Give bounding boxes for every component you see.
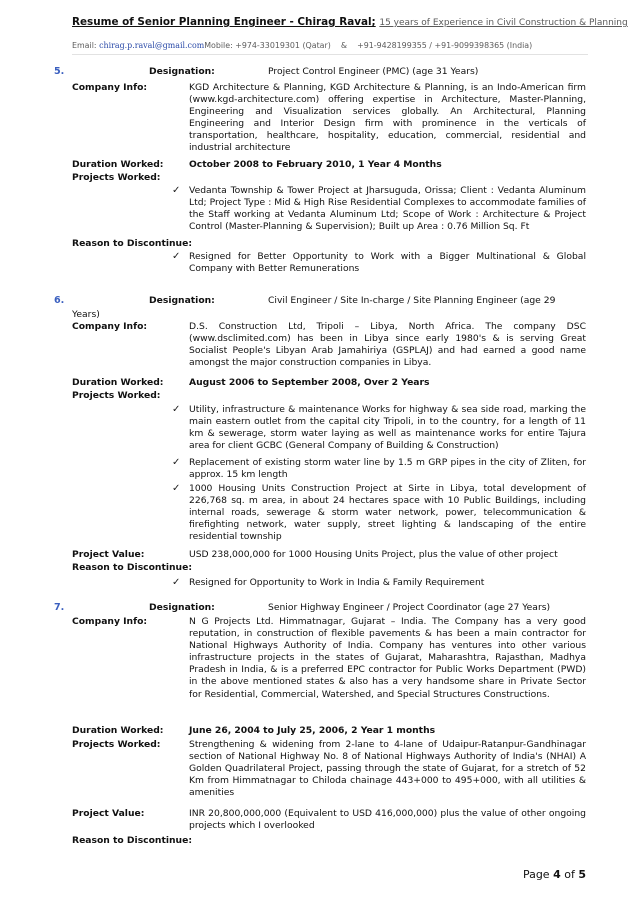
- checkmark-icon: ✓: [172, 457, 181, 468]
- project-text: 1000 Housing Units Construction Project at Sirte in Libya, total development of 226,768 sq. m area, in about 24 hectares space with 10 Public Buildings, including internal roads, sewerage & storm water network, power, telecommunication & firefighting network, water supply, street lighting & landscaping of the entire residential township: [189, 483, 586, 543]
- checkmark-icon: ✓: [172, 577, 181, 588]
- designation-label: Designation:: [149, 295, 215, 306]
- duration-label: Duration Worked:: [72, 725, 164, 736]
- of-word: of: [564, 868, 575, 881]
- page-total: 5: [578, 868, 586, 881]
- ampersand: &: [340, 41, 348, 50]
- header-subtitle: 15 years of Experience in Civil Construction & Planning: [379, 18, 628, 28]
- reason-text: Resigned for Opportunity to Work in India & Family Requirement: [189, 577, 485, 588]
- company-label: Company Info:: [72, 321, 148, 332]
- header-title: Resume of Senior Planning Engineer - Chirag Raval;: [72, 16, 376, 28]
- reason-label: Reason to Discontinue:: [72, 238, 192, 249]
- checkmark-icon: ✓: [172, 251, 181, 262]
- section-number: 7.: [54, 602, 65, 613]
- designation-label: Designation:: [149, 66, 215, 77]
- project-text: Vedanta Township & Tower Project at Jharsuguda, Orissa; Client : Vedanta Aluminum Ltd; Project Type : Mid & High Rise Residential Complexes to accommodate families of the Staff working at Vedanta Aluminum Ltd; Scope of Work : Architecture & Project Control (Master-Planning & Supervision); Built up Area : 0.76 Million Sq. Ft: [189, 185, 586, 233]
- checkmark-icon: ✓: [172, 185, 181, 196]
- duration-value: August 2006 to September 2008, Over 2 Years: [189, 377, 430, 388]
- company-value: N G Projects Ltd. Himmatnagar, Gujarat – India. The Company has a very good reputation, in construction of flexible pavements & has been a main contractor for National Highways Authority of India. Company has ventures into other various infrastructure projects in the states of Gujarat, Maharashtra, Rajasthan, Madhya Pradesh in India, & is a preferred EPC contractor for Public Works Department (PWD) in the above mentioned states & also has a very handsome share in Private Sector for Residential, Commercial, Watershed, and Special Structures Constructions.: [189, 616, 586, 700]
- mobile-india: +91-9428199355 / +91-9099398365 (India): [357, 41, 533, 50]
- designation-label: Designation:: [149, 602, 215, 613]
- value-value: INR 20,800,000,000 (Equivalent to USD 416,000,000) plus the value of other ongoing projects which I overlooked: [189, 808, 586, 832]
- page-footer: [523, 869, 586, 881]
- header-divider: [72, 54, 588, 55]
- designation-value-wrap: Years): [72, 309, 100, 320]
- projects-label: Projects Worked:: [72, 739, 161, 750]
- duration-value: October 2008 to February 2010, 1 Year 4 Months: [189, 159, 442, 170]
- company-label: Company Info:: [72, 82, 148, 93]
- project-text: Replacement of existing storm water line by 1.5 m GRP pipes in the city of Zliten, for approx. 15 km length: [189, 457, 586, 481]
- resume-header-title: [72, 16, 628, 29]
- designation-value: Civil Engineer / Site In-charge / Site Planning Engineer (age 29: [268, 295, 556, 306]
- duration-label: Duration Worked:: [72, 377, 164, 388]
- value-value: USD 238,000,000 for 1000 Housing Units Project, plus the value of other project: [189, 549, 558, 560]
- company-value: KGD Architecture & Planning, KGD Architecture & Planning, is an Indo-American firm (www.kgd-architecture.com) offering expertise in Architecture, Master-Planning, Engineering and Visualization services globally. An Architectural, Planning Engineering and Interior Design firm with prominence in the verticals of transportation, healthcare, hospitality, education, commercial, residential and industrial architecture: [189, 82, 586, 154]
- page-number: 4: [553, 868, 561, 881]
- page-word: Page: [522, 868, 550, 881]
- checkmark-icon: ✓: [172, 483, 181, 494]
- reason-label: Reason to Discontinue:: [72, 835, 192, 846]
- reason-text: Resigned for Better Opportunity to Work with a Bigger Multinational & Global Company with Better Remunerations: [189, 251, 586, 275]
- duration-value: June 26, 2004 to July 25, 2006, 2 Year 1 months: [189, 725, 436, 736]
- project-text: Utility, infrastructure & maintenance Works for highway & sea side road, marking the main eastern outlet from the capital city Tripoli, in to the country, for a length of 11 km & sewerage, storm water laying as well as maintenance works for entire Tajura area for client GCBC (General Company of Building & Construction): [189, 404, 586, 452]
- projects-label: Projects Worked:: [72, 172, 161, 183]
- value-label: Project Value:: [72, 808, 145, 819]
- mobile-qatar: Mobile: +974-33019301 (Qatar): [204, 41, 331, 50]
- reason-label: Reason to Discontinue:: [72, 562, 192, 573]
- value-label: Project Value:: [72, 549, 145, 560]
- designation-value: Senior Highway Engineer / Project Coordinator (age 27 Years): [268, 602, 551, 613]
- email-label: Email:: [72, 41, 97, 50]
- checkmark-icon: ✓: [172, 404, 181, 415]
- projects-value: Strengthening & widening from 2-lane to 4-lane of Udaipur-Ratanpur-Gandhinagar section of National Highway No. 8 of National Highways Authority of India's (NHAI) A Golden Quadrilateral Project, passing through the state of Gujarat, for a stretch of 52 Km from Himmatnagar to Chiloda chainage 443+000 to 495+000, with all utilities & amenities: [189, 739, 586, 799]
- email-link[interactable]: chirag.p.raval@gmail.com: [99, 41, 205, 50]
- projects-label: Projects Worked:: [72, 390, 161, 401]
- designation-value: Project Control Engineer (PMC) (age 31 Years): [268, 66, 479, 77]
- contact-line: [72, 40, 532, 52]
- duration-label: Duration Worked:: [72, 159, 164, 170]
- company-value: D.S. Construction Ltd, Tripoli – Libya, North Africa. The company DSC (www.dsclimited.com) has been in Libya since early 1980's & is serving Great Socialist People's Libyan Arab Jamahiriya (GSPLAJ) and had earned a good name amongst the major construction companies in Libya.: [189, 321, 586, 369]
- section-number: 5.: [54, 66, 65, 77]
- company-label: Company Info:: [72, 616, 148, 627]
- section-number: 6.: [54, 295, 65, 306]
